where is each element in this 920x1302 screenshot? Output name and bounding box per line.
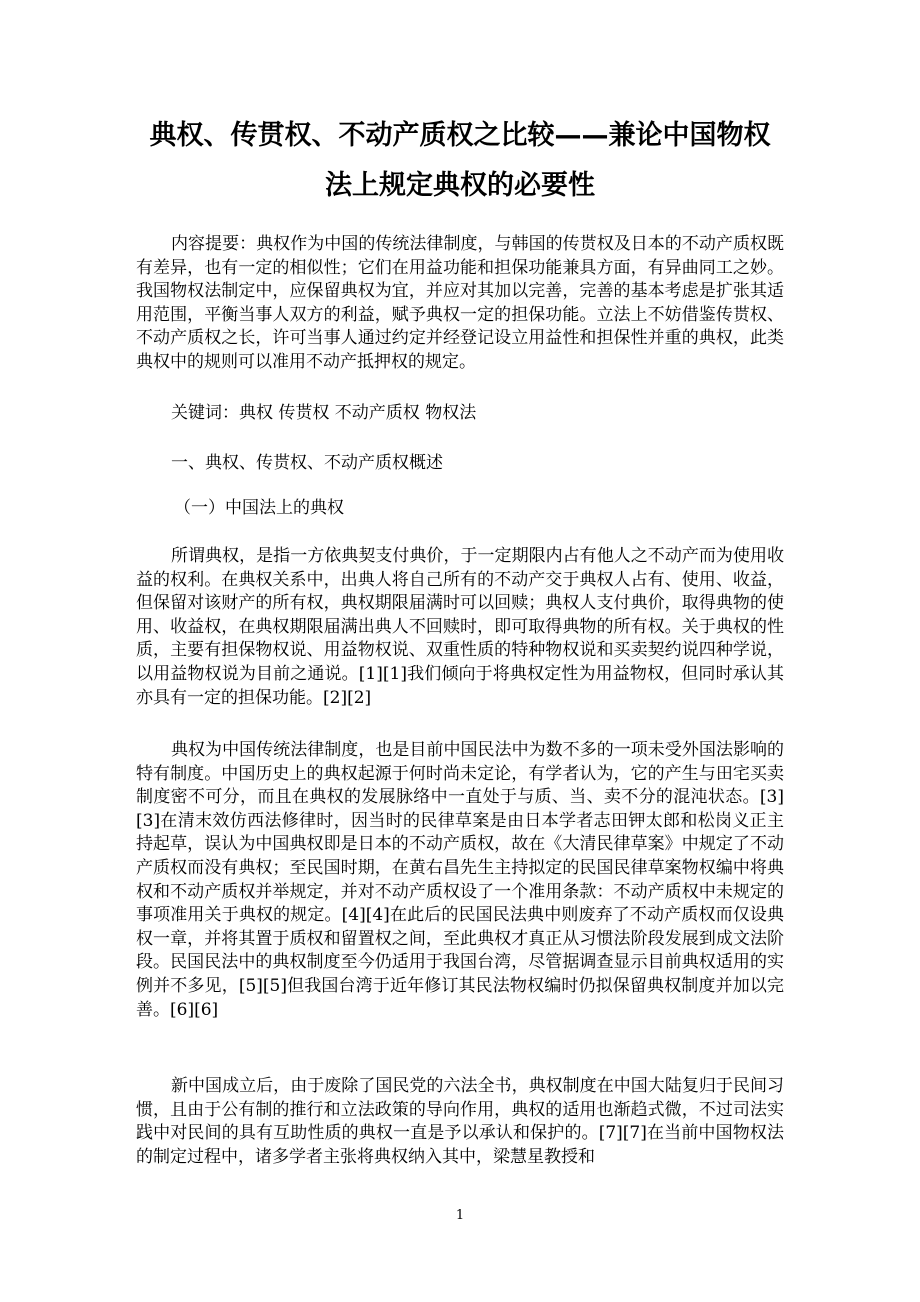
abstract-paragraph: 内容提要：典权作为中国的传统法律制度，与韩国的传贳权及日本的不动产质权既有差异，也有一定的相似性；它们在用益功能和担保功能兼具方面，有异曲同工之妙。我国物权法制定中，应保留典权为宜，并应对其加以完善，完善的基本考虑是扩张其适用范围，平衡当事人双方的利益，赋予典权一定的担保功能。立法上不妨借鉴传贳权、不动产质权之长，许可当事人通过约定并经登记设立用益性和担保性并重的典权，此类典权中的规则可以准用不动产抵押权的规定。 — [136, 234, 784, 372]
keywords-line: 关键词：典权 传贳权 不动产质权 物权法 — [171, 403, 477, 423]
body-paragraph-block-2 — [136, 739, 784, 1022]
subsection-heading: （一）中国法上的典权 — [174, 498, 344, 518]
body-paragraph-block-1 — [136, 545, 784, 710]
abstract-block — [136, 233, 784, 375]
body-paragraph-block-3 — [136, 1075, 784, 1169]
body-paragraph: 新中国成立后，由于废除了国民党的六法全书，典权制度在中国大陆复归于民间习惯，且由于公有制的推行和立法政策的导向作用，典权的适用也渐趋式微，不过司法实践中对民间的具有互助性质的典权一直是予以承认和保护的。[7][7]在当前中国物权法的制定过程中，诸多学者主张将典权纳入其中，梁慧星教授和 — [136, 1076, 784, 1167]
body-paragraph: 所谓典权，是指一方依典契支付典价，于一定期限内占有他人之不动产而为使用收益的权利。在典权关系中，出典人将自己所有的不动产交于典权人占有、使用、收益，但保留对该财产的所有权，典权期限届满时可以回赎；典权人支付典价，取得典物的使用、收益权，在典权期限届满出典人不回赎时，即可取得典物的所有权。关于典权的性质，主要有担保物权说、用益物权说、双重性质的特种物权说和买卖契约说四种学说，以用益物权说为目前之通说。[1][1]我们倾向于将典权定性为用益物权，但同时承认其亦具有一定的担保功能。[2][2] — [136, 546, 784, 708]
page-number: 1 — [455, 1208, 465, 1223]
body-paragraph: 典权为中国传统法律制度，也是目前中国民法中为数不多的一项未受外国法影响的特有制度。中国历史上的典权起源于何时尚未定论，有学者认为，它的产生与田宅买卖制度密不可分，而且在典权的发展脉络中一直处于与质、当、卖不分的混沌状态。[3][3]在清末效仿西法修律时，因当时的民律草案是由日本学者志田钾太郎和松岗义正主持起草，误认为中国典权即是日本的不动产质权，故在《大清民律草案》中规定了不动产质权而没有典权；至民国时期，在黄右昌先生主持拟定的民国民律草案物权编中将典权和不动产质权并举规定，并对不动产质权设了一个准用条款：不动产质权中未规定的事项准用关于典权的规定。[4][4]在此后的民国民法典中则废弃了不动产质权而仅设典权一章，并将其置于质权和留置权之间，至此典权才真正从习惯法阶段发展到成文法阶段。民国民法中的典权制度至今仍适用于我国台湾，尽管据调查显示目前典权适用的实例并不多见，[5][5]但我国台湾于近年修订其民法物权编时仍拟保留典权制度并加以完善。[6][6] — [136, 740, 784, 1020]
document-title-line-2: 法上规定典权的必要性 — [325, 170, 595, 201]
document-title-line-1: 典权、传贯权、不动产质权之比较——兼论中国物权 — [149, 120, 771, 151]
section-heading: 一、典权、传贳权、不动产质权概述 — [171, 453, 443, 473]
